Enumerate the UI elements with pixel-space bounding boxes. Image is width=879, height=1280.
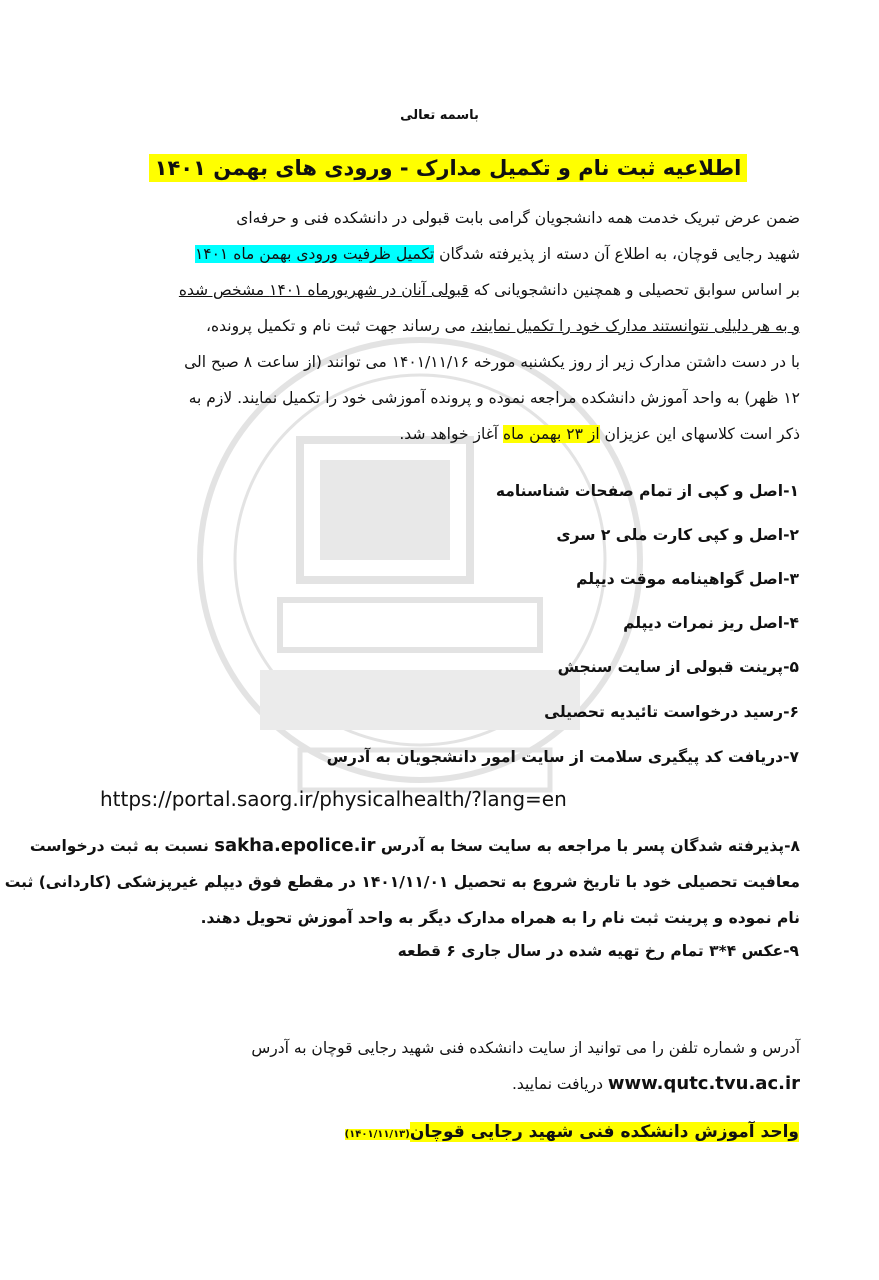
address-line-1: آدرس و شماره تلفن را می توانید از سایت دانشکده فنی شهید رجایی قوچان به آدرس: [251, 1039, 800, 1057]
item-8-paragraph: [4, 828, 800, 936]
list-item-3: ۳-اصل گواهینامه موقت دیپلم: [576, 570, 799, 588]
college-website-link[interactable]: www.qutc.tvu.ac.ir: [607, 1073, 800, 1094]
list-item-1: ۱-اصل و کپی از تمام صفحات شناسنامه: [495, 482, 799, 500]
para-line-7a: ذکر است کلاسهای این عزیزان: [599, 425, 800, 443]
para-line-6: ۱۲ ظهر) به واحد آموزش دانشکده مراجعه نموده و پرونده آموزشی خود را تکمیل نمایند. لازم به: [188, 389, 800, 407]
para-line-3a: بر اساس سوابق تحصیلی و همچنین دانشجویانی که: [468, 281, 800, 299]
address-tail: دریافت نمایید.: [511, 1075, 608, 1093]
highlight-capacity: تکمیل ظرفیت ورودی بهمن ماه ۱۴۰۱: [194, 245, 435, 263]
signature-date: (۱۴۰۱/۱۱/۱۳): [344, 1129, 410, 1140]
para-line-4b: می رساند جهت ثبت نام و تکمیل پرونده،: [206, 317, 471, 335]
para-line-4: [100, 308, 800, 344]
para-line-2: [100, 236, 800, 272]
highlight-start-date: از ۲۳ بهمن ماه: [503, 425, 600, 443]
signature-text: واحد آموزش دانشکده فنی شهید رجایی قوچان: [409, 1122, 799, 1142]
item8-line-3: نام نموده و پرینت ثبت نام را به همراه مدارک دیگر به واحد آموزش تحویل دهند.: [200, 909, 800, 927]
sakha-link[interactable]: sakha.epolice.ir: [214, 835, 376, 856]
address-line-2: [100, 1066, 800, 1102]
signature: [345, 1122, 799, 1142]
item8-line-1: [29, 828, 800, 864]
list-item-7: ۷-دریافت کد پیگیری سلامت از سایت امور دانشجویان به آدرس: [326, 748, 799, 766]
para-line-7: [100, 416, 800, 452]
title-text: اطلاعیه ثبت نام و تکمیل مدارک - ورودی های بهمن ۱۴۰۱: [149, 154, 748, 182]
intro-paragraph: [100, 200, 800, 452]
list-item-5: ۵-پرینت قبولی از سایت سنجش: [557, 658, 799, 676]
list-item-2: ۲-اصل و کپی کارت ملی ۲ سری: [556, 526, 799, 544]
para-line-5: با در دست داشتن مدارک زیر از روز یکشنبه مورخه ۱۴۰۱/۱۱/۱۶ می توانند (از ساعت ۸ صبح الی: [184, 353, 800, 371]
para-line-2a: شهید رجایی قوچان، به اطلاع آن دسته از پذیرفته شدگان: [434, 245, 800, 263]
para-line-1: ضمن عرض تبریک خدمت همه دانشجویان گرامی بابت قبولی در دانشکده فنی و حرفه‌ای: [236, 209, 800, 227]
item8-line-1a: ۸-پذیرفته شدگان پسر با مراجعه به سایت سخا به آدرس: [375, 837, 800, 855]
list-item-6: ۶-رسید درخواست تائیدیه تحصیلی: [544, 703, 799, 721]
health-portal-link[interactable]: https://portal.saorg.ir/physicalhealth/?lang=en: [100, 787, 567, 811]
page-title: [154, 150, 742, 186]
para-line-7c: آغاز خواهد شد.: [399, 425, 504, 443]
underline-shahrivar: قبولی آنان در شهریورماه ۱۴۰۱ مشخص شده: [178, 281, 469, 299]
heading-basmele: باسمه تعالی: [400, 108, 479, 123]
list-item-9: ۹-عکس ۴*۳ تمام رخ تهیه شده در سال جاری ۶ قطعه: [397, 942, 799, 960]
item8-line-1b: نسبت به ثبت درخواست: [29, 837, 215, 855]
para-line-3: [100, 272, 800, 308]
underline-incomplete: و به هر دلیلی نتوانستند مدارک خود را تکمیل نمایند،: [470, 317, 800, 335]
item8-line-2: معافیت تحصیلی خود با تاریخ شروع به تحصیل ۱۴۰۱/۱۱/۰۱ در مقطع فوق دیپلم غیرپزشکی (کاردانی) ثبت: [4, 873, 800, 891]
address-paragraph: [100, 1030, 800, 1102]
list-item-4: ۴-اصل ریز نمرات دیپلم: [623, 614, 799, 632]
